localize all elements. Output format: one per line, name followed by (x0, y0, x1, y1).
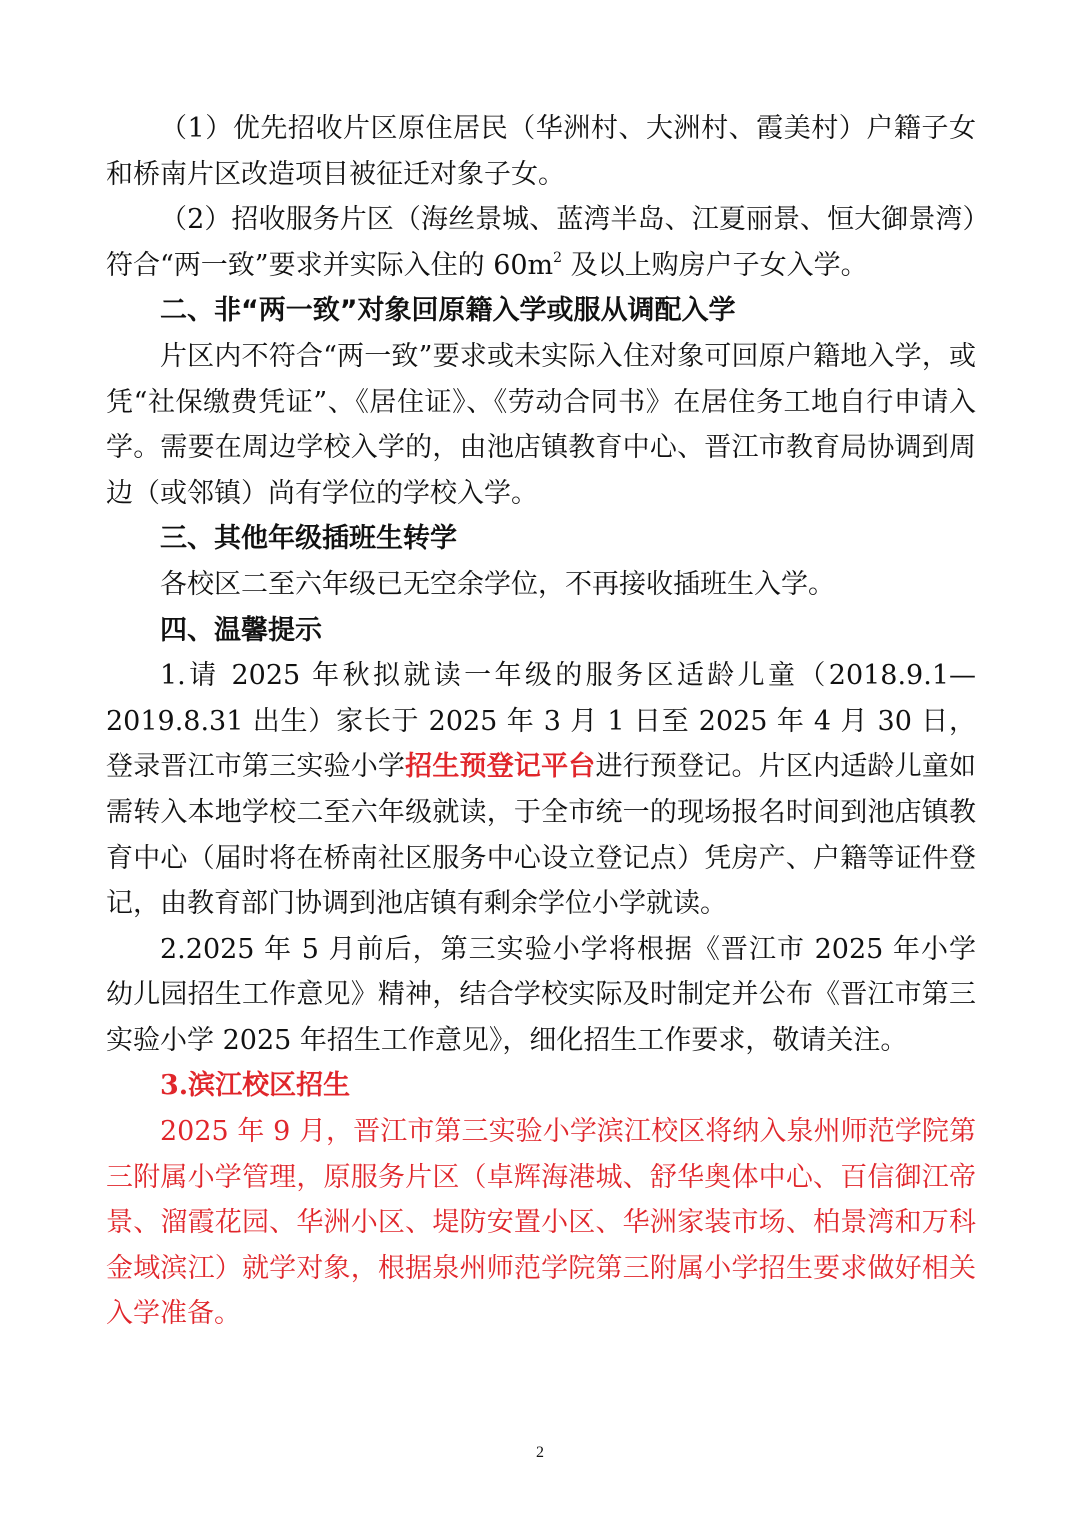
document-body (106, 106, 976, 1337)
tip-1-text-a: 1.请 2025 年秋拟就读一年级的服务区适龄儿童（2018.9.1—2019.8.31 出生）家长于 2025 年 3 月 1 日至 2025 年 4 月 30 日，登录晋江市第三实验小学 (106, 660, 976, 783)
paragraph-item-1: （1）优先招收片区原住居民（华洲村、大洲村、霞美村）户籍子女和桥南片区改造项目被征迁对象子女。 (106, 113, 976, 190)
item-2-tail: 及以上购房户子女入学。 (562, 249, 868, 281)
tip-2: 2.2025 年 5 月前后，第三实验小学将根据《晋江市 2025 年小学幼儿园招生工作意见》精神，结合学校实际及时制定并公布《晋江市第三实验小学 2025 年招生工作意见》，细化招生工作要求，敬请关注。 (106, 933, 976, 1056)
section-4-heading: 四、温馨提示 (160, 614, 322, 646)
tip-3-body: 2025 年 9 月，晋江市第三实验小学滨江校区将纳入泉州师范学院第三附属小学管理，原服务片区（卓辉海港城、舒华奥体中心、百信御江帝景、溜霞花园、华洲小区、堤防安置小区、华洲家装市场、柏景湾和万科金域滨江）就学对象，根据泉州师范学院第三附属小学招生要求做好相关入学准备。 (106, 1116, 976, 1330)
tip-3-heading: 3.滨江校区招生 (160, 1070, 351, 1102)
item-2-text: （2）招收服务片区（海丝景城、蓝湾半岛、江夏丽景、恒大御景湾）符合“两一致”要求并实际入住的 60m (106, 204, 976, 281)
page-number: 2 (536, 1444, 544, 1461)
tip-1-text-b: 进行预登记。片区内适龄儿童如需转入本地学校二至六年级就读，于全市统一的现场报名时间到池店镇教育中心（届时将在桥南社区服务中心设立登记点）凭房产、户籍等证件登记，由教育部门协调到池店镇有剩余学位小学就读。 (106, 751, 977, 920)
paragraph-item-2 (106, 197, 976, 288)
section-2-heading: 二、非“两一致”对象回原籍入学或服从调配入学 (160, 295, 736, 327)
section-3-heading: 三、其他年级插班生转学 (160, 523, 457, 555)
superscript-2: 2 (553, 249, 563, 266)
section-3-body: 各校区二至六年级已无空余学位，不再接收插班生入学。 (160, 568, 835, 600)
registration-platform-link[interactable]: 招生预登记平台 (405, 751, 596, 783)
tip-1 (106, 653, 976, 927)
section-2-body: 片区内不符合“两一致”要求或未实际入住对象可回原户籍地入学，或凭“社保缴费凭证”、《居住证》、《劳动合同书》在居住务工地自行申请入学。需要在周边学校入学的，由池店镇教育中心、晋江市教育局协调到周边（或邻镇）尚有学位的学校入学。 (106, 340, 976, 509)
